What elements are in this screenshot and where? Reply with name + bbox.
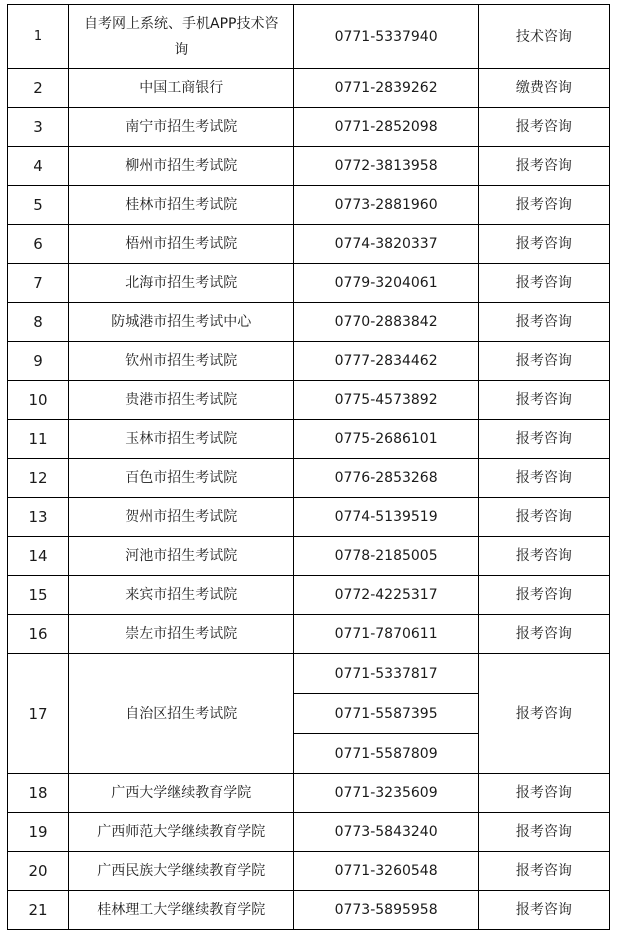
- inquiry-type: 报考咨询: [478, 459, 609, 498]
- row-number: 17: [8, 654, 69, 774]
- row-number: 10: [8, 381, 69, 420]
- table-row: [8, 891, 610, 930]
- table-row: [8, 774, 610, 813]
- table-row: [8, 186, 610, 225]
- table-row: [8, 342, 610, 381]
- inquiry-type: 报考咨询: [478, 615, 609, 654]
- table-row: [8, 225, 610, 264]
- organization-name: 南宁市招生考试院: [69, 108, 294, 147]
- phone-number: 0773-5843240: [294, 813, 478, 852]
- phone-number: 0773-5895958: [294, 891, 478, 930]
- inquiry-type: 报考咨询: [478, 303, 609, 342]
- inquiry-type: 报考咨询: [478, 498, 609, 537]
- row-number: 19: [8, 813, 69, 852]
- phone-number: 0775-4573892: [294, 381, 478, 420]
- organization-name: 桂林市招生考试院: [69, 186, 294, 225]
- phone-number: 0771-5337817: [294, 654, 478, 694]
- organization-name: 广西大学继续教育学院: [69, 774, 294, 813]
- phone-number: 0771-3235609: [294, 774, 478, 813]
- table-row: [8, 5, 610, 69]
- phone-number: 0770-2883842: [294, 303, 478, 342]
- organization-name: 北海市招生考试院: [69, 264, 294, 303]
- inquiry-type: 报考咨询: [478, 813, 609, 852]
- inquiry-type: 报考咨询: [478, 225, 609, 264]
- phone-number: 0771-5587395: [294, 694, 478, 734]
- row-number: 2: [8, 69, 69, 108]
- table-row: [8, 381, 610, 420]
- table-row: [8, 654, 610, 694]
- phone-number: 0771-5587809: [294, 734, 478, 774]
- row-number: 16: [8, 615, 69, 654]
- inquiry-type: 报考咨询: [478, 852, 609, 891]
- inquiry-type: 报考咨询: [478, 576, 609, 615]
- organization-name: 玉林市招生考试院: [69, 420, 294, 459]
- table-row: [8, 576, 610, 615]
- row-number: 21: [8, 891, 69, 930]
- organization-name: 百色市招生考试院: [69, 459, 294, 498]
- inquiry-type: 报考咨询: [478, 342, 609, 381]
- table-body: [8, 5, 610, 930]
- phone-number: 0771-7870611: [294, 615, 478, 654]
- inquiry-type: 报考咨询: [478, 381, 609, 420]
- phone-number: 0774-5139519: [294, 498, 478, 537]
- organization-name: 柳州市招生考试院: [69, 147, 294, 186]
- contact-table: [7, 4, 610, 930]
- table-row: [8, 498, 610, 537]
- organization-name: 广西民族大学继续教育学院: [69, 852, 294, 891]
- row-number: 18: [8, 774, 69, 813]
- inquiry-type: 报考咨询: [478, 891, 609, 930]
- row-number: 4: [8, 147, 69, 186]
- organization-name: 防城港市招生考试中心: [69, 303, 294, 342]
- inquiry-type: 缴费咨询: [478, 69, 609, 108]
- table-row: [8, 537, 610, 576]
- table-row: [8, 615, 610, 654]
- organization-name: 河池市招生考试院: [69, 537, 294, 576]
- inquiry-type: 报考咨询: [478, 654, 609, 774]
- phone-number: 0771-3260548: [294, 852, 478, 891]
- organization-name: 梧州市招生考试院: [69, 225, 294, 264]
- row-number: 7: [8, 264, 69, 303]
- table-row: [8, 147, 610, 186]
- inquiry-type: 报考咨询: [478, 774, 609, 813]
- organization-name: 来宾市招生考试院: [69, 576, 294, 615]
- phone-number: 0772-4225317: [294, 576, 478, 615]
- organization-name: 贵港市招生考试院: [69, 381, 294, 420]
- table-row: [8, 264, 610, 303]
- inquiry-type: 报考咨询: [478, 420, 609, 459]
- row-number: 6: [8, 225, 69, 264]
- inquiry-type: 报考咨询: [478, 147, 609, 186]
- phone-number: 0771-2839262: [294, 69, 478, 108]
- row-number: 14: [8, 537, 69, 576]
- table-row: [8, 813, 610, 852]
- organization-name: 中国工商银行: [69, 69, 294, 108]
- inquiry-type: 报考咨询: [478, 537, 609, 576]
- inquiry-type: 技术咨询: [478, 5, 609, 69]
- table-row: [8, 69, 610, 108]
- phone-number: 0772-3813958: [294, 147, 478, 186]
- inquiry-type: 报考咨询: [478, 108, 609, 147]
- table-row: [8, 852, 610, 891]
- phone-number: 0778-2185005: [294, 537, 478, 576]
- row-number: 1: [8, 5, 69, 69]
- row-number: 9: [8, 342, 69, 381]
- row-number: 3: [8, 108, 69, 147]
- row-number: 8: [8, 303, 69, 342]
- row-number: 12: [8, 459, 69, 498]
- organization-name: 崇左市招生考试院: [69, 615, 294, 654]
- table-row: [8, 420, 610, 459]
- row-number: 5: [8, 186, 69, 225]
- organization-name: 钦州市招生考试院: [69, 342, 294, 381]
- row-number: 11: [8, 420, 69, 459]
- organization-name: 自考网上系统、手机APP技术咨询: [69, 5, 294, 69]
- inquiry-type: 报考咨询: [478, 186, 609, 225]
- phone-number: 0776-2853268: [294, 459, 478, 498]
- phone-number: 0777-2834462: [294, 342, 478, 381]
- row-number: 20: [8, 852, 69, 891]
- organization-name: 桂林理工大学继续教育学院: [69, 891, 294, 930]
- inquiry-type: 报考咨询: [478, 264, 609, 303]
- phone-number: 0771-2852098: [294, 108, 478, 147]
- phone-number: 0773-2881960: [294, 186, 478, 225]
- phone-number: 0779-3204061: [294, 264, 478, 303]
- table-row: [8, 303, 610, 342]
- phone-number: 0775-2686101: [294, 420, 478, 459]
- organization-name: 自治区招生考试院: [69, 654, 294, 774]
- row-number: 15: [8, 576, 69, 615]
- row-number: 13: [8, 498, 69, 537]
- organization-name: 广西师范大学继续教育学院: [69, 813, 294, 852]
- phone-number: 0774-3820337: [294, 225, 478, 264]
- organization-name: 贺州市招生考试院: [69, 498, 294, 537]
- table-row: [8, 108, 610, 147]
- phone-number: 0771-5337940: [294, 5, 478, 69]
- table-row: [8, 459, 610, 498]
